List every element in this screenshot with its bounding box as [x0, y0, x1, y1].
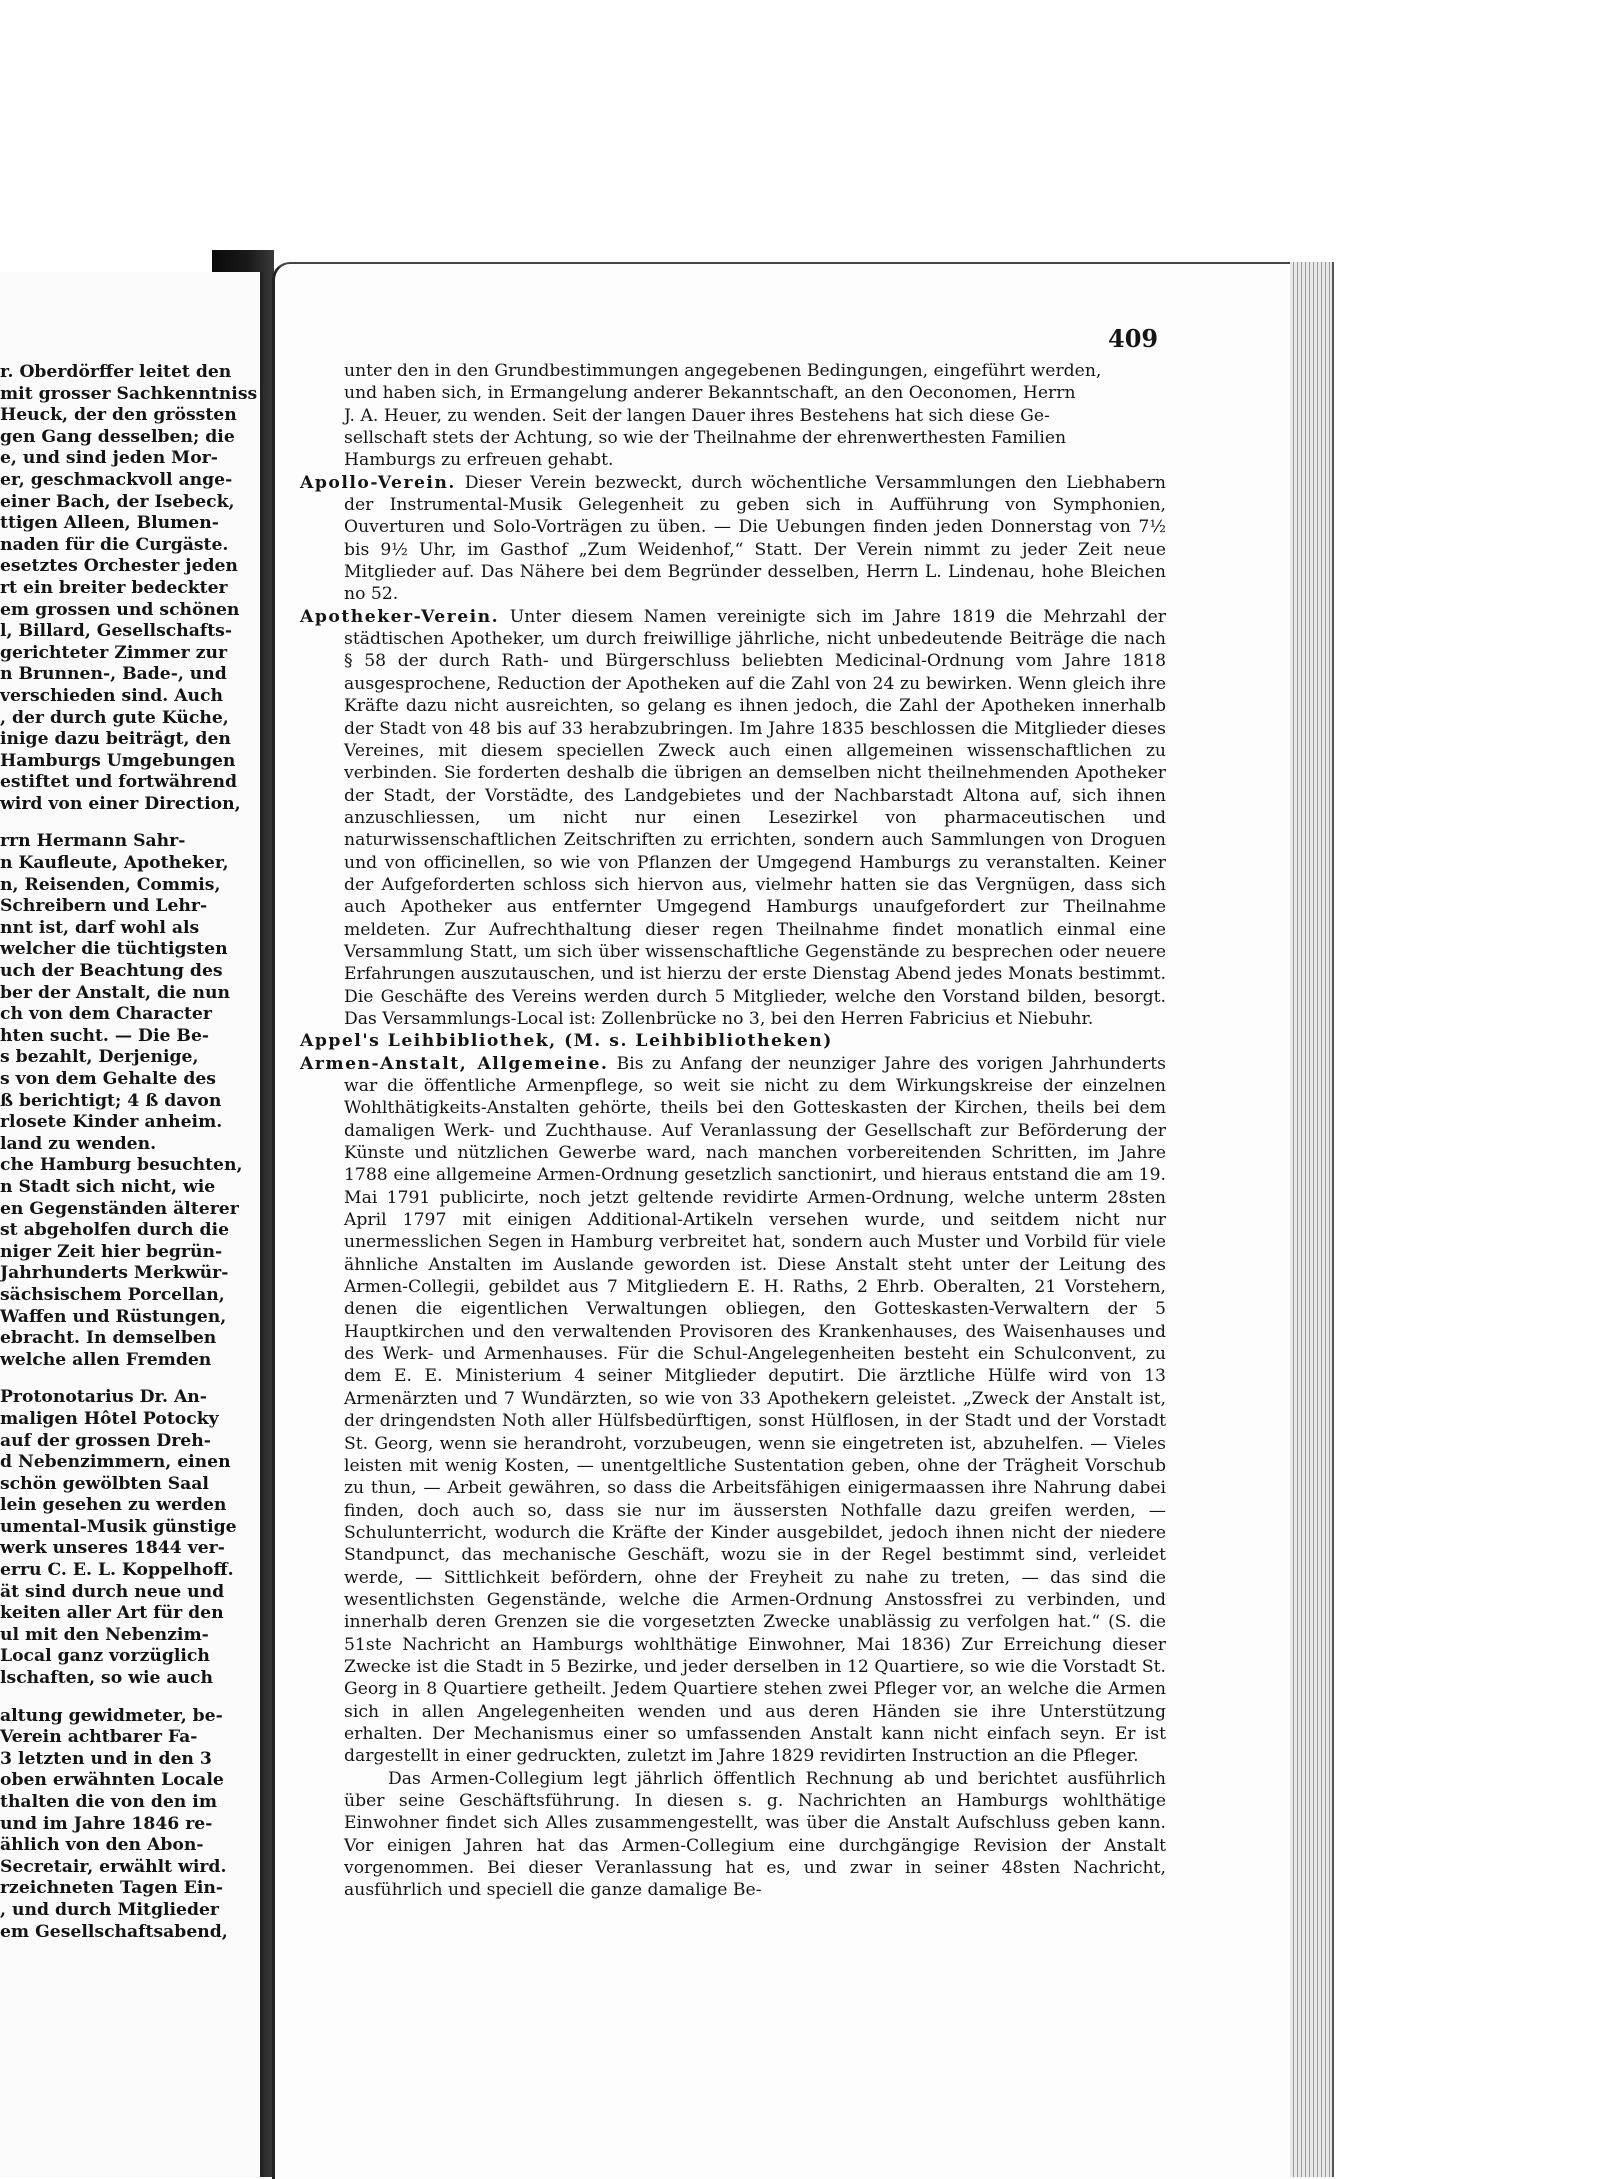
- left-page-line: s bezahlt, Derjenige,: [0, 1047, 199, 1068]
- left-page-line: Waffen und Rüstungen,: [0, 1306, 227, 1327]
- left-page-line: Jahrhunderts Merkwür-: [0, 1263, 229, 1284]
- left-page-line: Secretair, erwählt wird.: [0, 1856, 227, 1877]
- left-page-line: , und durch Mitglieder: [0, 1899, 219, 1920]
- left-page-line: ebracht. In demselben: [0, 1328, 217, 1349]
- paragraph-gap: [0, 815, 258, 831]
- left-page-line: d Nebenzimmern, einen: [0, 1452, 231, 1473]
- left-page-line: hten sucht. — Die Be-: [0, 1025, 210, 1046]
- left-page-line: Schreibern und Lehr-: [0, 896, 208, 917]
- left-page-line: auf der grossen Dreh-: [0, 1430, 211, 1451]
- left-page-line: st abgeholfen durch die: [0, 1220, 230, 1241]
- entry-text: Unter diesem Namen vereinigte sich im Jahre 1819 die Mehrzahl der städtischen Apotheker, um durch freiwillige jährliche, nicht unbedeutende Beiträge die nach § 58 der durch Rath- und Bürgerschluss beliebten Medicinal-Ordnung vom Jahre 1818 ausgesprochene, Reduction der Apotheken auf die Zahl von 24 zu bewirken. Wenn gleich ihre Kräfte dazu nicht ausreichten, so gelang es ihnen jedoch, die Zahl der Apotheken innerhalb der Stadt von 48 bis auf 33 herabzubringen. Im Jahre 1835 beschlossen die Mitglieder dieses Vereines, mit diesem speciellen Zweck auch einen allgemeinen wissenschaftlichen zu verbinden. Sie forderten deshalb die übrigen an demselben nicht theilnehmenden Apotheker der Stadt, der Vorstädte, des Landgebietes und der Nachbarstadt Altona auf, sich ihnen anzuschliessen, um nicht nur einen Lesezirkel von pharmaceutischen und naturwissenschaftlichen Zeitschriften zu errichten, sondern auch Sammlungen von Droguen und von officinellen, so wie von Pflanzen der Umgegend Hamburgs zu veranstalten. Keiner der Aufgeforderten schloss sich hiervon aus, vielmehr hatten sie das Vergnügen, dass sich auch Apotheker aus entfernter Umgegend Hamburgs unaufgefordert zur Theilnahme meldeten. Zur Aufrechthaltung dieser regen Theilnahme findet monatlich einmal eine Versammlung Statt, um sich über wissenschaftliche Gegenstände zu besprechen oder neuere Erfahrungen auszutauschen, und ist hierzu der erste Dienstag Abend jedes Monats bestimmt. Die Geschäfte des Vereins werden durch 5 Mitglieder, welche den Vorstand bilden, besorgt. Das Versammlungs-Local ist: Zollenbrücke no 3, bei den Herren Fabricius et Niebuhr.: [344, 606, 1166, 1029]
- left-page-line: Hamburgs Umgebungen: [0, 750, 236, 771]
- left-page-line: niger Zeit hier begrün-: [0, 1241, 223, 1262]
- entry-term: Apollo-Verein.: [300, 472, 456, 493]
- left-page-line: Local ganz vorzüglich: [0, 1646, 210, 1667]
- left-page-line: Heuck, der den grössten: [0, 405, 237, 426]
- left-page-line: em Gesellschaftsabend,: [0, 1921, 228, 1942]
- paragraph-gap: [0, 1371, 258, 1387]
- left-page-line: r. Oberdörffer leitet den: [0, 362, 232, 382]
- left-page-line: ttigen Alleen, Blumen-: [0, 513, 219, 534]
- entry-text: Das Armen-Collegium legt jährlich öffentlich Rechnung ab und berichtet ausführlich über seine Geschäftsführung. In diesen s. g. Nachrichten an Hamburgs wohlthätige Einwohner findet sich Alles zusammengestellt, was über die Anstalt Aufschluss geben kann. Vor einigen Jahren hat das Armen-Collegium eine durchgängige Revision der Anstalt vorgenommen. Bei dieser Veranlassung hat es, und zwar in seiner 48sten Nachricht, ausführlich und speciell die ganze damalige Be-: [344, 1768, 1166, 1901]
- left-page-line: schön gewölbten Saal: [0, 1473, 209, 1494]
- left-page-line: thalten die von den im: [0, 1792, 218, 1812]
- left-page-line: altung gewidmeter, be-: [0, 1705, 223, 1726]
- left-page-line: mit grosser Sachkenntniss: [0, 383, 258, 404]
- left-page-line: 3 letzten und in den 3: [0, 1748, 212, 1769]
- left-page-line: ählich von den Abon-: [0, 1835, 204, 1856]
- left-page-line: keiten aller Art für den: [0, 1603, 224, 1624]
- left-page-line: rt ein breiter bedeckter: [0, 577, 228, 598]
- left-page-line: l, Billard, Gesellschafts-: [0, 621, 232, 642]
- opening-paragraph: [300, 360, 1166, 472]
- entry-armen-anstalt: [300, 1053, 1166, 1768]
- left-page-line: ß berichtigt; 4 ß davon: [0, 1090, 222, 1111]
- left-page-line: einer Bach, der Isebeck,: [0, 491, 235, 512]
- paragraph-gap: [0, 1690, 258, 1706]
- left-page-line: em grossen und schönen: [0, 599, 240, 620]
- left-page-line: gen Gang desselben; die: [0, 426, 235, 447]
- left-page-line: verschieden sind. Auch: [0, 685, 223, 706]
- left-page-line: rrn Hermann Sahr-: [0, 831, 186, 852]
- entry-text: Bis zu Anfang der neunziger Jahre des vorigen Jahrhunderts war die öffentliche Armenpflege, so weit sie nicht zu dem Wirkungskreise der einzelnen Wohlthätigkeits-Anstalten gehörte, theils bei den Gotteskasten der Kirchen, theils bei dem damaligen Werk- und Zuchthause. Auf Veranlassung der Gesellschaft zur Beförderung der Künste und nützlichen Gewerbe ward, nach manchen vorbereitenden Schritten, im Jahre 1788 eine allgemeine Armen-Ordnung gesetzlich sanctionirt, und hieraus entstand die am 19. Mai 1791 publicirte, noch jetzt geltende revidirte Armen-Ordnung, welche unterm 28sten April 1797 mit einigen Additional-Artikeln versehen wurde, und seitdem nicht nur unermesslichen Segen in Hamburg verbreitet hat, sondern auch Muster und Vorbild für viele ähnliche Anstalten im Auslande geworden ist. Diese Anstalt steht unter der Leitung des Armen-Collegii, gebildet aus 7 Mitgliedern E. H. Raths, 2 Ehrb. Oberalten, 21 Vorstehern, denen die eigentlichen Verwaltungen obliegen, den Gotteskasten-Verwaltern der 5 Hauptkirchen und den verwaltenden Provisoren des Krankenhauses, des Waisenhauses und des Werk- und Armenhauses. Für die Schul-Angelegenheiten besteht ein Schulconvent, zu dem E. E. Ministerium 4 seiner Mitglieder deputirt. Die ärztliche Hülfe wird von 13 Armenärzten und 7 Wundärzten, so wie von 33 Apothekern geleistet. „Zweck der Anstalt ist, der dringendsten Noth aller Hülfsbedürftigen, sonst Hülflosen, in der Stadt und der Vorstadt St. Georg, wenn sie herandroht, vorzubeugen, wenn sie eingetreten ist, abzuhelfen. — Vieles leisten mit wenig Kosten, — unentgeltliche Sustentation geben, ohne der Trägheit Vorschub zu thun, — Arbeit gewähren, so dass die Arbeitsfähigen einigermaassen ihre Nahrung dabei finden, doch auch so, dass sie nur im äussersten Nothfalle dazu greifen werden, — Schulunterricht, wodurch die Kräfte der Kinder ausgebildet, jedoch ihnen nicht der niedere Standpunct, das mechanische Geschäft, wozu sie in der Regel bestimmt sind, verleidet werde, — Sittlichkeit befördern, ohne der Freyheit zu nahe zu treten, — das sind die wesentlichsten Gegenstände, welche die Armen-Ordnung Anstossfrei zu verbinden, und innerhalb deren Grenzen sie die vorgesetzten Zwecke unablässig zu verfolgen hat.“ (S. die 51ste Nachricht an Hamburgs wohlthätige Einwohner, Mai 1836) Zur Erreichung dieser Zwecke ist die Stadt in 5 Bezirke, und jeder derselben in 12 Quartiere, so wie die Vorstadt St. Georg in 8 Quartiere getheilt. Jedem Quartiere stehen zwei Pfleger vor, an welche die Armen sich in allen Angelegenheiten wenden und aus deren Händen sie ihre Unterstützung erhalten. Der Mechanismus einer so umfassenden Anstalt kann nicht einfach seyn. Er ist dargestellt in einer gedruckten, zuletzt im Jahre 1829 revidirten Instruction an die Pfleger.: [344, 1053, 1166, 1767]
- left-page: [0, 272, 263, 2177]
- left-page-line: umental-Musik günstige: [0, 1516, 237, 1537]
- left-page-line: ber der Anstalt, die nun: [0, 982, 230, 1003]
- left-page-line: estiftet und fortwährend: [0, 772, 238, 793]
- opening-line: unter den in den Grundbestimmungen angegebenen Bedingungen, eingeführt werden,: [344, 361, 1102, 381]
- left-page-line: n, Reisenden, Commis,: [0, 874, 221, 895]
- opening-line: sellschaft stets der Achtung, so wie der Theilnahme der ehrenwerthesten Familien: [344, 428, 1067, 449]
- left-page-line: land zu wenden.: [0, 1133, 157, 1154]
- opening-line: und haben sich, in Ermangelung anderer Bekanntschaft, an den Oeconomen, Herrn: [344, 383, 1076, 404]
- left-page-line: uch der Beachtung des: [0, 961, 223, 982]
- left-page-line: sächsischem Porcellan,: [0, 1284, 225, 1305]
- entry-term: Appel's Leihbibliothek, (M. s. Leihbibliotheken): [300, 1031, 833, 1052]
- left-page-line: ch von dem Character: [0, 1004, 212, 1025]
- left-page-line: , der durch gute Küche,: [0, 707, 229, 728]
- left-page-line: rlosete Kinder anheim.: [0, 1112, 223, 1133]
- left-page-line: werk unseres 1844 ver-: [0, 1538, 225, 1559]
- left-page-line: er, geschmackvoll ange-: [0, 469, 233, 490]
- left-page-line: welcher die tüchtigsten: [0, 939, 228, 960]
- left-page-line: ul mit den Nebenzim-: [0, 1624, 209, 1645]
- left-page-line: n Kaufleute, Apotheker,: [0, 853, 229, 874]
- left-page-line: s von dem Gehalte des: [0, 1069, 216, 1089]
- entry-apollo-verein: [300, 472, 1166, 606]
- left-page-line: e, und sind jeden Mor-: [0, 448, 218, 469]
- entry-appel-leihbibliothek: [300, 1030, 1166, 1052]
- left-page-line: wird von einer Direction,: [0, 793, 241, 814]
- page-edges: [1290, 262, 1334, 2177]
- left-page-text: [0, 362, 258, 1943]
- main-text-column: [300, 360, 1166, 1902]
- left-page-line: Verein achtbarer Fa-: [0, 1727, 198, 1748]
- entry-term: Armen-Anstalt, Allgemeine.: [300, 1053, 609, 1074]
- left-page-line: esetztes Orchester jeden: [0, 556, 238, 577]
- left-page-line: lein gesehen zu werden: [0, 1495, 227, 1516]
- left-page-line: rzeichneten Tagen Ein-: [0, 1878, 223, 1899]
- entry-term: Apotheker-Verein.: [300, 606, 500, 627]
- left-page-line: und im Jahre 1846 re-: [0, 1813, 213, 1834]
- left-page-line: welche allen Fremden: [0, 1349, 212, 1370]
- left-page-line: en Gegenständen älterer: [0, 1198, 239, 1219]
- left-page-line: nnt ist, darf wohl als: [0, 917, 200, 938]
- opening-line: Hamburgs zu erfreuen gehabt.: [344, 450, 614, 471]
- left-page-line: erru C. E. L. Koppelhoff.: [0, 1560, 234, 1581]
- left-page-line: gerichteter Zimmer zur: [0, 642, 228, 663]
- left-page-line: naden für die Curgäste.: [0, 534, 229, 555]
- opening-line: J. A. Heuer, zu wenden. Seit der langen Dauer ihres Bestehens hat sich diese Ge-: [344, 405, 1050, 426]
- left-page-line: che Hamburg besuchten,: [0, 1155, 243, 1176]
- left-page-line: ät sind durch neue und: [0, 1581, 225, 1602]
- left-page-line: lschaften, so wie auch: [0, 1668, 213, 1689]
- entry-text: Dieser Verein bezweckt, durch wöchentliche Versammlungen den Liebhabern der Instrumental-Musik Gelegenheit zu geben sich in Aufführung von Symphonien, Ouverturen und Solo-Vorträgen zu üben. — Die Uebungen finden jeden Donnerstag von 7½ bis 9½ Uhr, im Gasthof „Zum Weidenhof,“ Statt. Der Verein nimmt zu jeder Zeit neue Mitglieder auf. Das Nähere bei dem Begründer desselben, Herrn L. Lindenau, hohe Bleichen no 52.: [344, 472, 1166, 605]
- left-page-line: n Brunnen-, Bade-, und: [0, 664, 227, 685]
- page-number: 409: [1108, 324, 1159, 353]
- left-page-line: inige dazu beiträgt, den: [0, 729, 231, 750]
- left-page-line: maligen Hôtel Potocky: [0, 1408, 219, 1429]
- left-page-line: oben erwähnten Locale: [0, 1770, 224, 1791]
- entry-armen-anstalt-para2: [300, 1768, 1166, 1902]
- left-page-line: n Stadt sich nicht, wie: [0, 1176, 216, 1197]
- entry-apotheker-verein: [300, 606, 1166, 1031]
- opening-lines: [344, 360, 1166, 472]
- left-page-line: Protonotarius Dr. An-: [0, 1387, 207, 1408]
